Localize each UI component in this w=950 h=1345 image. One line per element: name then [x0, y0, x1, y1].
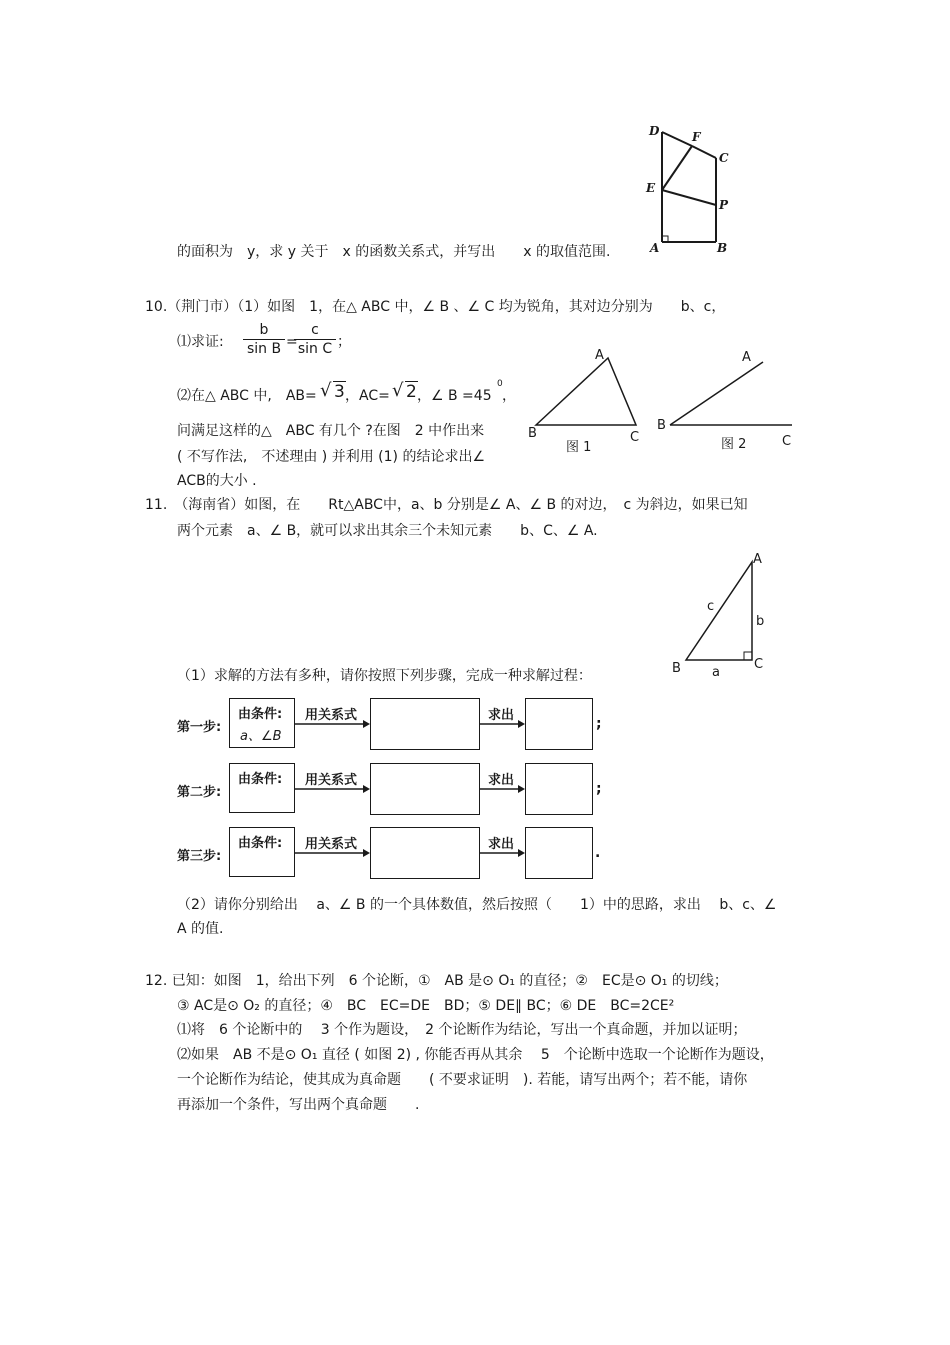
q10-frac1-num: b: [243, 322, 285, 340]
q9-label-d: D: [649, 124, 660, 138]
q10-fig1-a: A: [595, 348, 604, 363]
condition-label: 由条件:: [238, 707, 283, 722]
relation-label: 用关系式: [305, 708, 358, 723]
q10-fig1-triangle: [530, 350, 650, 430]
q10-fig1-caption: 图 1: [566, 440, 592, 455]
q11-line1: 11. （海南省）如图，在 Rt△ABC中，a、b 分别是∠ A、∠ B 的对边， c 为斜边，如果已知: [145, 497, 748, 513]
result-box[interactable]: [525, 698, 593, 750]
q10-line3: 问满足这样的△ ABC 有几个 ?在图 2 中作出来: [177, 423, 485, 439]
condition-box: [229, 763, 295, 813]
q12-line2: ③ AC是⊙ O₂ 的直径；④ BC EC=DE BD；⑤ DE∥ BC；⑥ DE BC=2CE²: [177, 998, 675, 1014]
q12-line6: 再添加一个条件，写出两个真命题 .: [177, 1097, 420, 1113]
q10-part1-prefix: ⑴求证:: [177, 334, 224, 350]
q10-frac2-num: c: [294, 322, 336, 340]
q11-fig-c-vertex: C: [754, 657, 764, 672]
find-label: 求出: [488, 708, 515, 723]
q12-line3: ⑴将 6 个论断中的 3 个作为题设， 2 个论断作为结论，写出一个真命题，并加以证明；: [177, 1022, 747, 1038]
q10-line1: 10.（荆门市）（1）如图 1，在△ ABC 中，∠ B 、∠ C 均为锐角，其对边分别为 b、c，: [145, 299, 726, 315]
q11-fig-side-a: a: [712, 665, 720, 680]
q10-frac1-den: sin B: [246, 341, 282, 357]
condition-box: [229, 827, 295, 877]
q11-fig-side-c: c: [707, 599, 715, 614]
q9-label-e: E: [646, 181, 656, 195]
result-box[interactable]: [525, 827, 593, 879]
q10-part1-suffix: ；: [337, 334, 351, 350]
q10-fig2-c: C: [782, 434, 792, 449]
relation-box[interactable]: [370, 698, 480, 750]
q9-edge-cf: [692, 146, 716, 158]
q10-fig2-a: A: [742, 350, 751, 365]
q9-label-a: A: [650, 241, 660, 255]
q10-sqrt2: 2: [406, 382, 417, 402]
sqrt-sign-2: √: [392, 380, 404, 401]
q10-fig2-caption: 图 2: [721, 437, 747, 452]
step-label: 第三步:: [177, 849, 222, 864]
sqrt-sign-1: √: [320, 380, 332, 401]
q10-frac2-den: sin C: [297, 341, 333, 357]
relation-box[interactable]: [370, 763, 480, 815]
result-box[interactable]: [525, 763, 593, 815]
q9-label-f: F: [692, 130, 701, 144]
q11-fig-b-vertex: B: [672, 661, 681, 676]
q11-part2-line1: （2）请你分别给出 a、∠ B 的一个具体数值，然后按照（ 1）中的思路，求出 b、c、∠: [177, 897, 777, 913]
q10-part2-b: ，AC=: [345, 388, 390, 404]
condition-value: a、∠B: [240, 729, 282, 744]
q10-frac-b-sinb: [243, 322, 285, 357]
q10-sqrt3: 3: [334, 382, 345, 402]
q10-fig2-angle: [665, 355, 795, 435]
step-end-mark: ;: [596, 716, 602, 732]
q12-line5: 一个论断作为结论，使其成为真命题 ( 不要求证明 ). 若能，请写出两个；若不能，请你: [177, 1072, 748, 1088]
find-label: 求出: [488, 837, 515, 852]
q11-fig-a-vertex: A: [753, 552, 762, 567]
q11-part1: （1）求解的方法有多种，请你按照下列步骤，完成一种求解过程：: [177, 668, 592, 684]
q10-line4: ( 不写作法, 不述理由 ) 并利用 (1) 的结论求出∠: [177, 449, 486, 465]
q10-part2-c: ，∠ B =45: [417, 388, 492, 404]
q11-fig-side-b: b: [756, 614, 765, 629]
q12-line1: 12. 已知：如图 1，给出下列 6 个论断，① AB 是⊙ O₁ 的直径；② EC是⊙ O₁ 的切线；: [145, 973, 728, 989]
q9-edge-ep: [662, 190, 716, 205]
q10-fig2-b: B: [657, 418, 666, 433]
find-label: 求出: [488, 773, 515, 788]
step-label: 第一步:: [177, 720, 222, 735]
q12-line4: ⑵如果 AB 不是⊙ O₁ 直径 ( 如图 2) , 你能否再从其余 5 个论断中选取一个论断作为题设，: [177, 1047, 774, 1063]
q10-eq: =: [286, 334, 298, 350]
q10-part2-d: ，: [502, 388, 516, 404]
q10-line5: ACB的大小 .: [177, 473, 257, 489]
relation-label: 用关系式: [305, 773, 358, 788]
condition-box: [229, 698, 295, 748]
relation-label: 用关系式: [305, 837, 358, 852]
q10-fig1-b: B: [528, 426, 537, 441]
q10-degree: 0: [497, 379, 503, 389]
q9-text: 的面积为 y，求 y 关于 x 的函数关系式，并写出 x 的取值范围.: [177, 244, 611, 260]
step-label: 第二步:: [177, 785, 222, 800]
q9-label-c: C: [719, 151, 729, 165]
q9-label-p: P: [719, 198, 729, 212]
q10-fig1-c: C: [630, 430, 640, 445]
q9-edge-fd: [662, 132, 692, 146]
q11-part2-line2: A 的值.: [177, 921, 224, 937]
q9-label-b: B: [717, 241, 728, 255]
step-end-mark: ;: [596, 781, 602, 797]
condition-label: 由条件:: [238, 836, 283, 851]
relation-box[interactable]: [370, 827, 480, 879]
step-end-mark: .: [595, 845, 601, 861]
q9-edge-ef: [662, 146, 692, 190]
condition-label: 由条件:: [238, 772, 283, 787]
q10-part2-a: ⑵在△ ABC 中, AB=: [177, 388, 317, 404]
q11-right-triangle: [680, 558, 760, 666]
q11-line2: 两个元素 a、∠ B，就可以求出其余三个未知元素 b、C、∠ A.: [177, 523, 598, 539]
q10-frac-c-sinc: [294, 322, 336, 357]
